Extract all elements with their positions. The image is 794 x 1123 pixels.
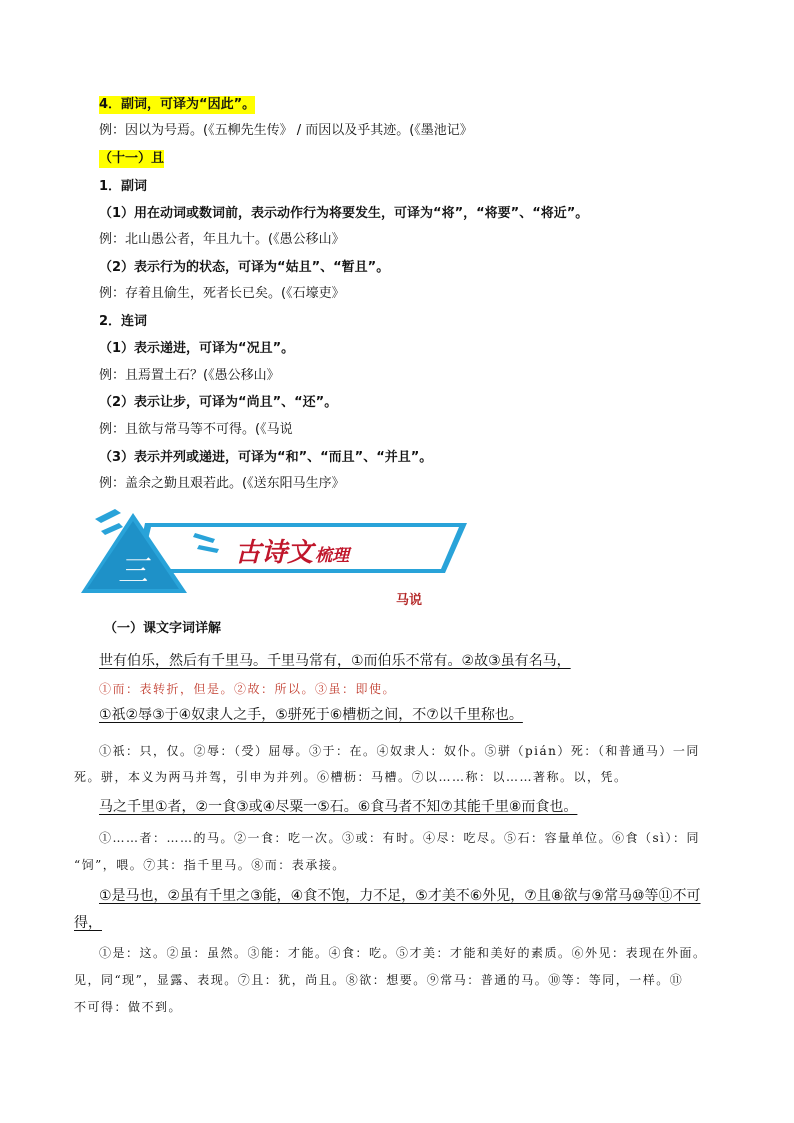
banner-title: 古诗文 xyxy=(235,538,314,568)
part-heading: （一）课文字词详解 xyxy=(104,621,222,636)
annotation-line: 见，同“现”，显露、表现。⑦且：犹，尚且。⑧欲：想要。⑨常马：普通的马。⑩等：等同，一样。⑪ xyxy=(74,973,684,987)
annotation-line: ①是：这。②虽：虽然。③能：才能。④食：吃。⑤才美：才能和美好的素质。⑥外见：表现在外面。 xyxy=(99,946,707,960)
annotation-line: 死。骈，本义为两马并驾，引申为并列。⑥槽枥：马槽。⑦以……称：以……著称。以，凭。 xyxy=(74,770,628,784)
article-subtitle: 马说 xyxy=(396,593,423,608)
subheading-adverb: 1．副词 xyxy=(99,179,148,194)
example-line: 例：盖余之勤且艰若此。(《送东阳马生序》 xyxy=(99,476,345,491)
example-line: 例：因以为号焉。(《五柳先生传》 / 而因以及乎其迹。(《墨池记》 xyxy=(99,123,473,138)
annotation-line: ①……者：……的马。②一食：吃一次。③或：有时。④尽：吃尽。⑤石：容量单位。⑥食（sì）：同 xyxy=(99,831,700,845)
annotation-line: “饲”，喂。⑦其：指千里马。⑧而：表承接。 xyxy=(74,858,346,872)
example-line: 例：北山愚公者，年且九十。(《愚公移山》 xyxy=(99,232,345,247)
section-banner xyxy=(75,505,470,600)
subheading-conjunction: 2．连词 xyxy=(99,314,148,329)
original-text-line: 马之千里①者，②一食③或④尽粟一⑤石。⑥食马者不知⑦其能千里⑧而食也。 xyxy=(99,799,578,815)
example-line: 例：存着且偷生，死者长已矣。(《石壕吏》 xyxy=(99,286,345,301)
example-line: 例：且焉置土石？(《愚公移山》 xyxy=(99,368,280,383)
definition-line: （2）表示让步，可译为“尚且”、“还”。 xyxy=(99,395,338,410)
banner-number: 三 xyxy=(118,554,148,589)
annotation-line: 不可得：做不到。 xyxy=(74,1000,183,1014)
section-heading-qie: （十一）且 xyxy=(99,151,165,166)
example-line: 例：且欲与常马等不可得。(《马说 xyxy=(99,422,293,437)
definition-line: （3）表示并列或递进，可译为“和”、“而且”、“并且”。 xyxy=(99,450,433,465)
definition-line: （2）表示行为的状态，可译为“姑且”、“暂且”。 xyxy=(99,260,390,275)
annotation-line: ①祇：只，仅。②辱：（受）屈辱。③于：在。④奴隶人：奴仆。⑤骈（pián）死：（和普通马）一同 xyxy=(99,744,700,758)
original-text-line: ①祇②辱③于④奴隶人之手，⑤骈死于⑥槽枥之间，不⑦以千里称也。 xyxy=(99,707,523,723)
original-text-line: 得， xyxy=(74,915,102,931)
original-text-line: 世有伯乐，然后有千里马。千里马常有，①而伯乐不常有。②故③虽有名马， xyxy=(99,653,571,669)
section-heading-yin-adverb: 4．副词，可译为“因此”。 xyxy=(99,97,256,112)
banner-title-sub: 梳理 xyxy=(315,546,349,566)
annotation-line: ①而：表转折，但是。②故：所以。③虽：即使。 xyxy=(99,682,397,696)
definition-line: （1）表示递进，可译为“况且”。 xyxy=(99,341,295,356)
original-text-line: ①是马也，②虽有千里之③能，④食不饱，力不足，⑤才美不⑥外见，⑦且⑧欲与⑨常马⑩等⑪不可 xyxy=(99,888,701,904)
decoration-slash xyxy=(101,523,123,535)
definition-line: （1）用在动词或数词前，表示动作行为将要发生，可译为“将”，“将要”、“将近”。 xyxy=(99,206,589,221)
decoration-slash xyxy=(95,509,121,523)
